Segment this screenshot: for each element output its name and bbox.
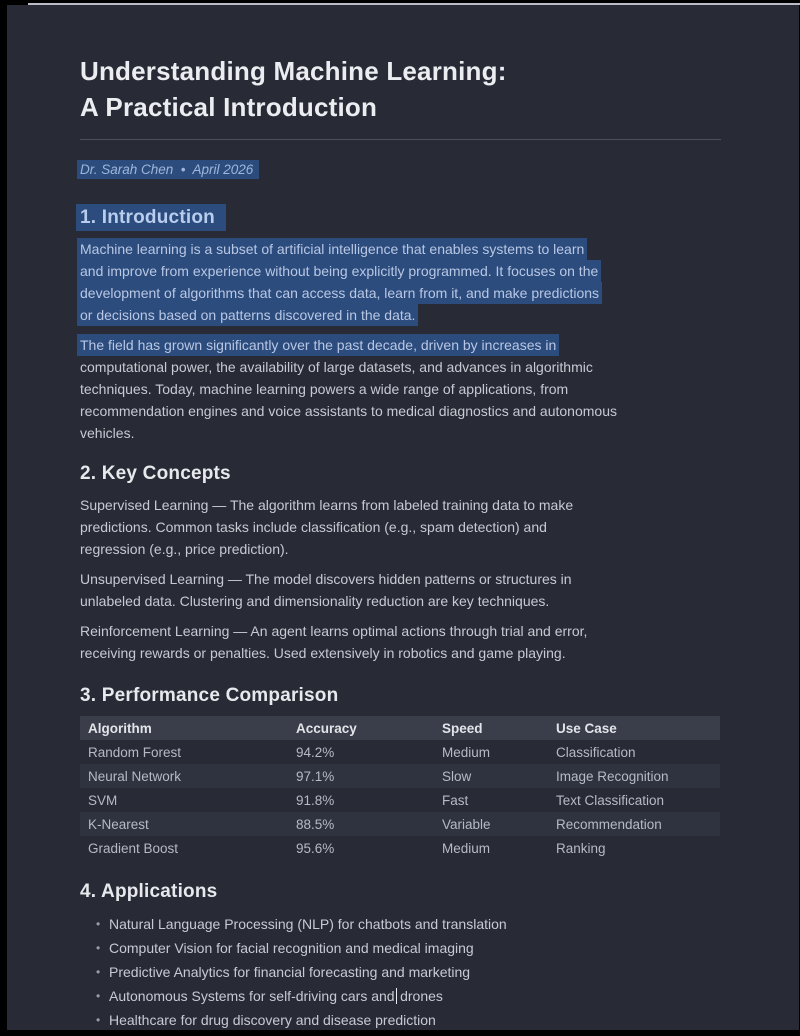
table-header-row	[80, 716, 720, 740]
selected-text: Machine learning is a subset of artificial intelligence that enables systems to learn	[77, 238, 587, 260]
heading-selected-text: 1. Introduction	[76, 204, 226, 231]
text-line[interactable]: computational power, the availability of large datasets, and advances in algorithmic	[80, 359, 593, 375]
table-row	[80, 740, 720, 764]
text-line[interactable]: Unsupervised Learning — The model discovers hidden patterns or structures in	[80, 571, 572, 587]
title-divider	[80, 139, 721, 140]
text-caret	[396, 988, 398, 1004]
title-line-1: Understanding Machine Learning:	[80, 56, 507, 86]
cell-algorithm[interactable]: K-Nearest	[88, 816, 149, 832]
text-line[interactable]: predictions. Common tasks include classification (e.g., spam detection) and	[80, 519, 547, 535]
window-top-edge	[28, 3, 800, 5]
document-page[interactable]	[7, 5, 799, 1030]
document-content[interactable]	[7, 5, 799, 1030]
table-row	[80, 764, 720, 788]
cell-speed[interactable]: Slow	[442, 768, 472, 784]
cell-speed[interactable]: Fast	[442, 792, 469, 808]
text-line[interactable]	[80, 260, 721, 282]
performance-table	[80, 716, 720, 860]
cell-accuracy[interactable]: 94.2%	[296, 744, 335, 760]
cell-use-case[interactable]: Ranking	[556, 840, 606, 856]
list-item-with-caret[interactable]	[96, 984, 721, 1008]
selected-text: development of algorithms that can access data, learn from it, and make predictions	[77, 282, 602, 304]
text-line[interactable]: vehicles.	[80, 425, 135, 441]
text-line[interactable]: receiving rewards or penalties. Used extensively in robotics and game playing.	[80, 645, 566, 661]
col-header-use-case[interactable]: Use Case	[548, 716, 720, 740]
cell-speed[interactable]: Medium	[442, 744, 491, 760]
cell-algorithm[interactable]: SVM	[88, 792, 118, 808]
section-heading-key-concepts[interactable]: 2. Key Concepts	[80, 463, 231, 484]
list-item[interactable]: • Computer Vision for facial recognition and medical imaging	[96, 936, 721, 960]
cell-use-case[interactable]: Classification	[556, 744, 636, 760]
byline-selected-text: Dr. Sarah Chen • April 2026	[77, 160, 259, 179]
document-title[interactable]	[80, 53, 721, 125]
cell-speed[interactable]: Variable	[442, 816, 491, 832]
text-before-caret: Autonomous Systems for self-driving cars and	[109, 988, 395, 1004]
selected-text: The field has grown significantly over the past decade, driven by increases in	[77, 334, 559, 356]
text-line[interactable]: Reinforcement Learning — An agent learns optimal actions through trial and error,	[80, 623, 588, 639]
table-row	[80, 812, 720, 836]
concepts-paragraph-unsupervised[interactable]	[80, 568, 721, 612]
text-after-caret: drones	[400, 988, 443, 1004]
col-header-algorithm[interactable]: Algorithm	[80, 716, 288, 740]
text-line[interactable]	[80, 238, 721, 260]
concepts-paragraph-supervised[interactable]	[80, 494, 721, 560]
cell-use-case[interactable]: Image Recognition	[556, 768, 669, 784]
table-row	[80, 836, 720, 860]
text-line[interactable]: unlabeled data. Clustering and dimensionality reduction are key techniques.	[80, 593, 550, 609]
text-line[interactable]: techniques. Today, machine learning powers a wide range of applications, from	[80, 381, 569, 397]
text-line[interactable]: recommendation engines and voice assistants to medical diagnostics and autonomous	[80, 403, 617, 419]
cell-use-case[interactable]: Recommendation	[556, 816, 662, 832]
cell-algorithm[interactable]: Gradient Boost	[88, 840, 179, 856]
intro-paragraph-2[interactable]	[80, 334, 721, 444]
cell-speed[interactable]: Medium	[442, 840, 491, 856]
section-heading-performance[interactable]: 3. Performance Comparison	[80, 685, 339, 706]
byline[interactable]	[80, 162, 721, 182]
selected-text: and improve from experience without being explicitly programmed. It focuses on the	[77, 260, 601, 282]
cell-use-case[interactable]: Text Classification	[556, 792, 665, 808]
list-item[interactable]: • Healthcare for drug discovery and disease prediction	[96, 1008, 721, 1030]
text-line[interactable]	[80, 334, 721, 356]
section-heading-applications[interactable]: 4. Applications	[80, 881, 218, 902]
text-line[interactable]: regression (e.g., price prediction).	[80, 541, 289, 557]
text-line[interactable]	[80, 282, 721, 304]
col-header-accuracy[interactable]: Accuracy	[288, 716, 434, 740]
cell-accuracy[interactable]: 95.6%	[296, 840, 335, 856]
cell-accuracy[interactable]: 88.5%	[296, 816, 335, 832]
selected-text: or decisions based on patterns discovered in the data.	[77, 304, 418, 326]
table-row	[80, 788, 720, 812]
intro-paragraph-1[interactable]	[80, 238, 721, 326]
cell-accuracy[interactable]: 91.8%	[296, 792, 335, 808]
text-line[interactable]: Supervised Learning — The algorithm learns from labeled training data to make	[80, 497, 574, 513]
cell-algorithm[interactable]: Random Forest	[88, 744, 182, 760]
cell-accuracy[interactable]: 97.1%	[296, 768, 335, 784]
section-heading-introduction[interactable]	[80, 206, 721, 230]
cell-algorithm[interactable]: Neural Network	[88, 768, 182, 784]
concepts-paragraph-reinforcement[interactable]	[80, 620, 721, 664]
list-item[interactable]: • Natural Language Processing (NLP) for chatbots and translation	[96, 912, 721, 936]
applications-list	[80, 912, 721, 1030]
title-line-2: A Practical Introduction	[80, 92, 378, 122]
list-item[interactable]: • Predictive Analytics for financial forecasting and marketing	[96, 960, 721, 984]
col-header-speed[interactable]: Speed	[434, 716, 548, 740]
text-line[interactable]	[80, 304, 721, 326]
